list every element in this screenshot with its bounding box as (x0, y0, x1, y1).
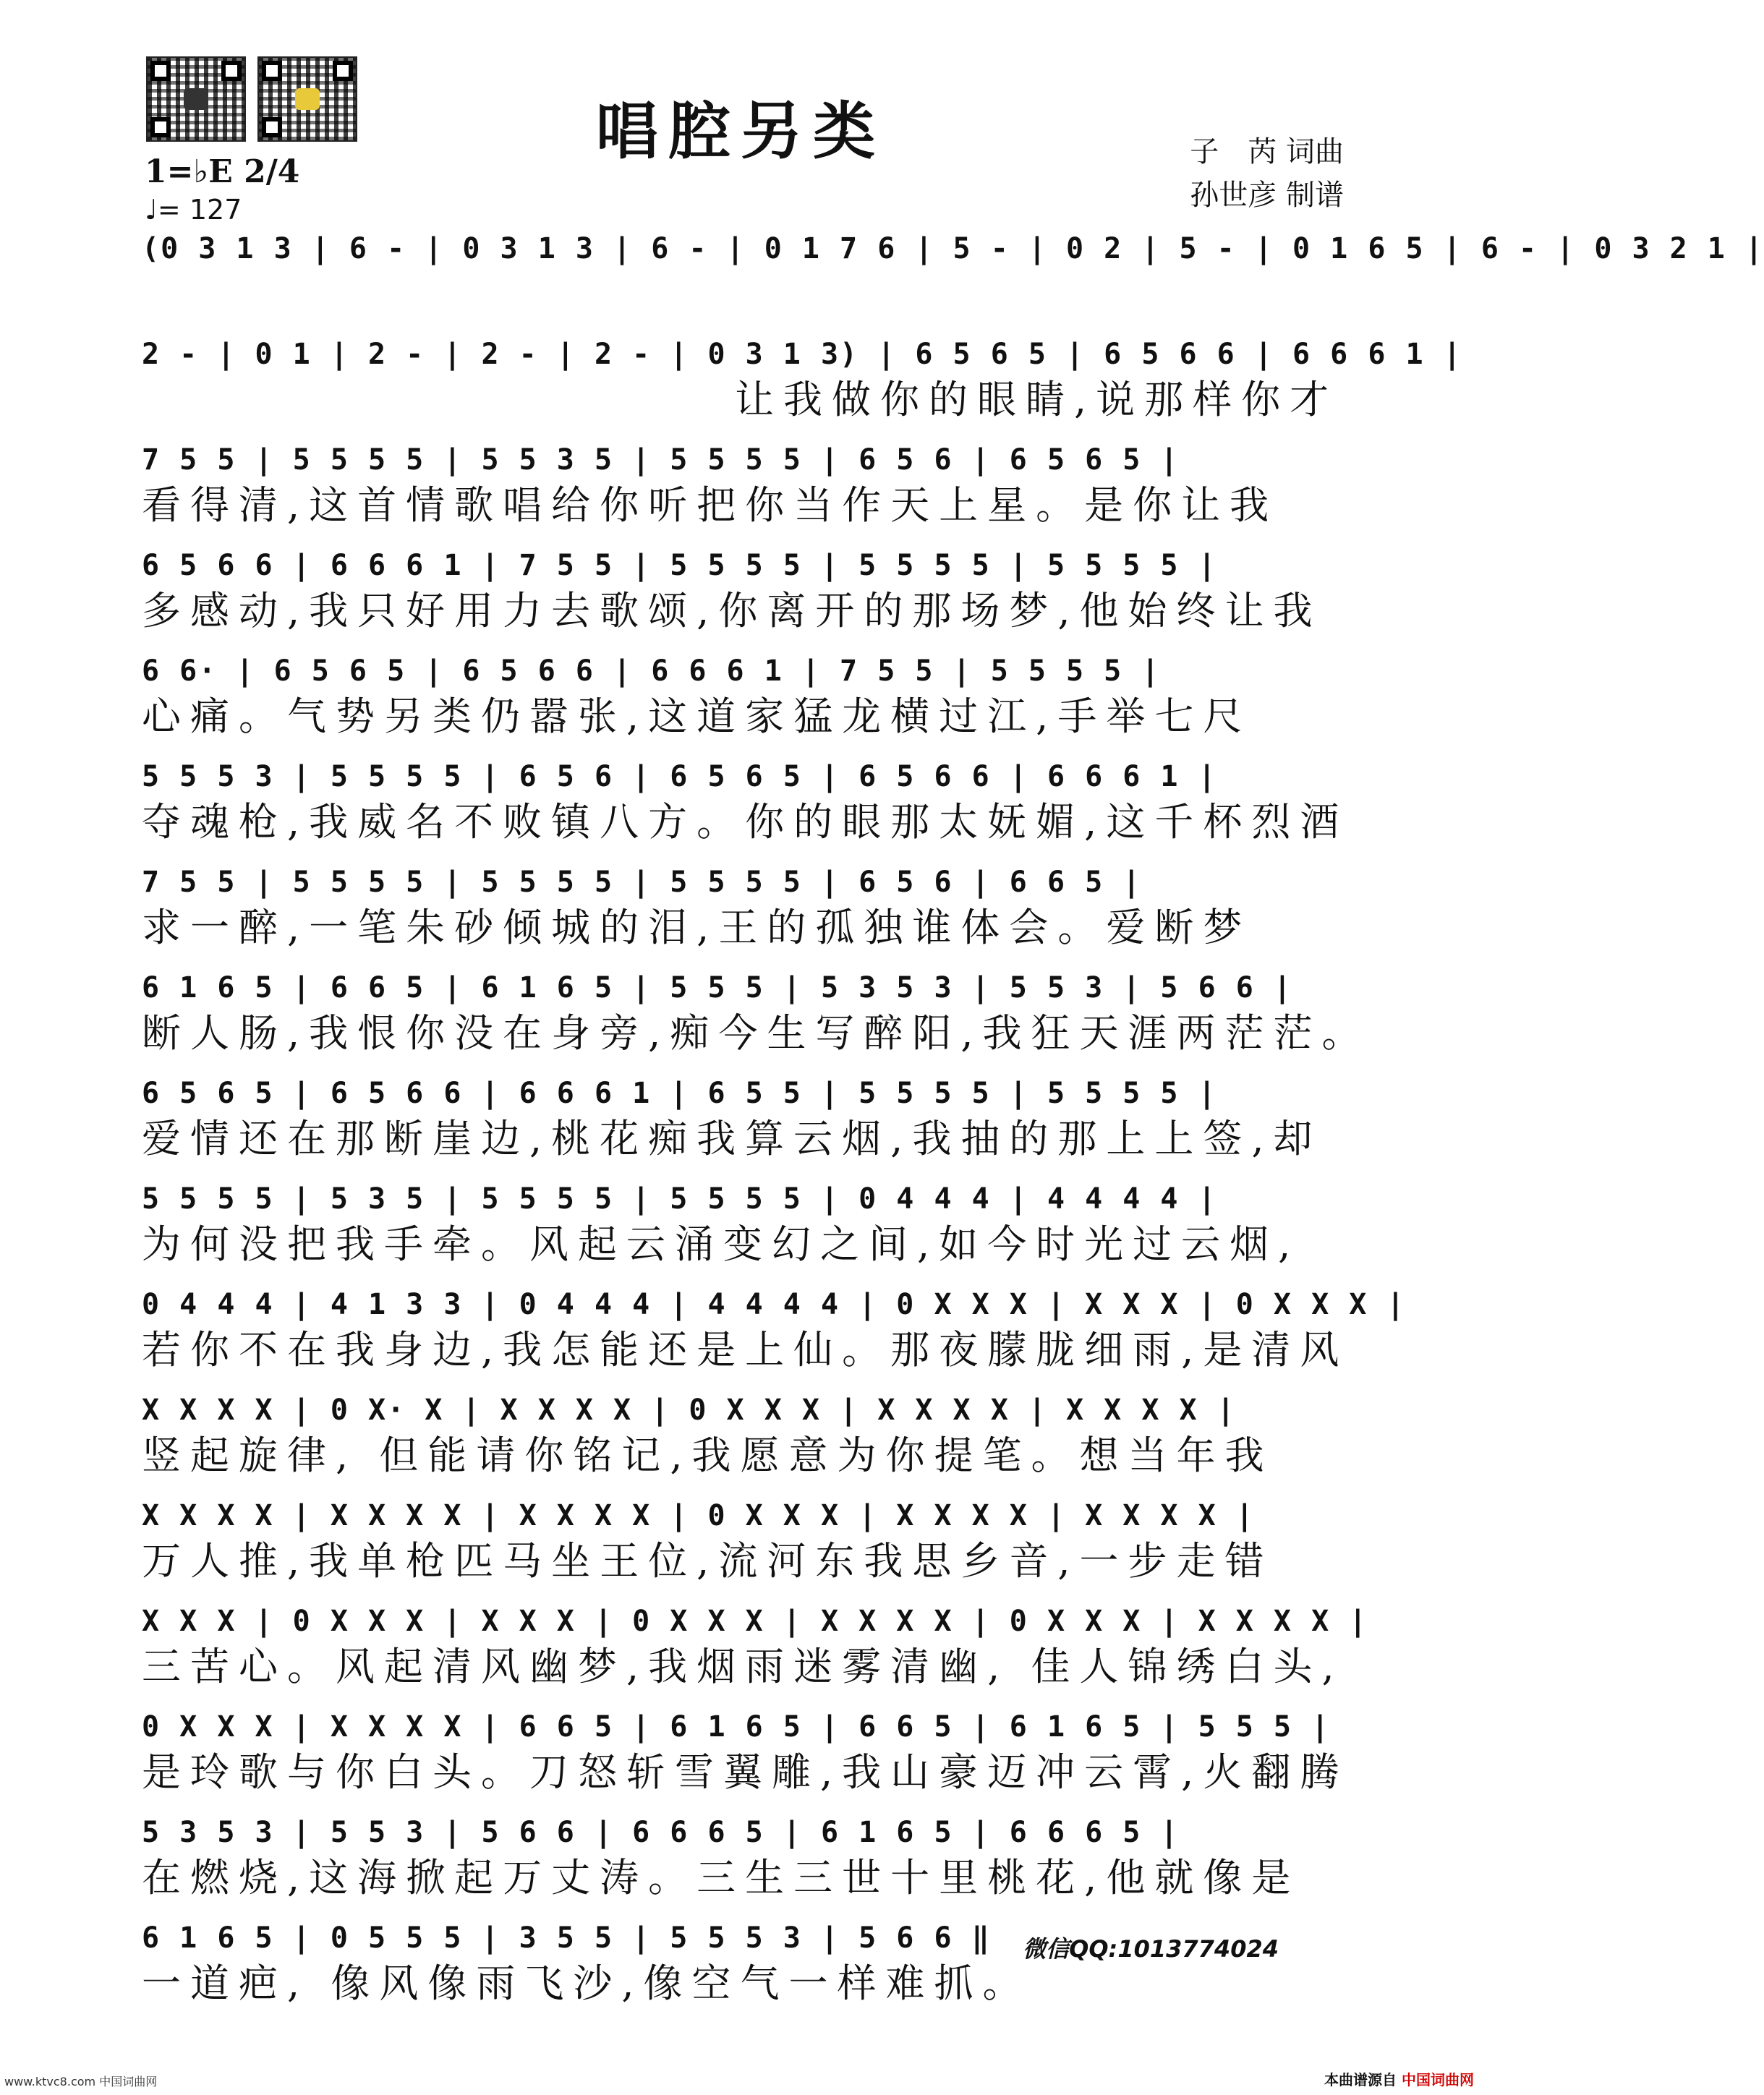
score-line (142, 229, 1764, 320)
key-signature: 1=♭E 2/4 (145, 153, 300, 190)
score-line (142, 968, 1371, 1059)
footer-source-label: 本曲谱源自 (1324, 2071, 1397, 2088)
arranger-credit: 孙世彦 制谱 (1190, 179, 1344, 212)
footer-source (1324, 2068, 1474, 2089)
notation-line: 6 1 6 5 | 0 5 5 5 | 3 5 5 | 5 5 5 3 | 5 6 6 ‖ (142, 1921, 991, 1955)
footer-site: www.ktvc8.com 中国词曲网 (4, 2075, 158, 2088)
score-line (142, 651, 1350, 742)
notation-line: 6 5 6 5 | 6 5 6 6 | 6 6 6 1 | 6 5 5 | 5 5 5 5 | 5 5 5 5 | (142, 1077, 1217, 1110)
tempo-marking: ♩= 127 (145, 194, 242, 226)
notation-line: 2 - | 0 1 | 2 - | 2 - | 2 - | 0 3 1 3) | 6 5 6 5 | 6 5 6 6 | 6 6 6 1 | (142, 338, 1462, 371)
score-line (142, 1707, 1350, 1798)
notation-line: 5 5 5 3 | 5 5 5 5 | 6 5 6 | 6 5 6 5 | 6 5 6 6 | 6 6 6 1 | (142, 760, 1217, 793)
lyric-line: 爱情还在那断崖边,桃花痴我算云烟,我抽的那上上签,却 (142, 1116, 1322, 1161)
lyric-line: 是玲歌与你白头。刀怒斩雪翼雕,我山豪迈冲云霄,火翻腾 (142, 1749, 1349, 1795)
lyric-line: 心痛。气势另类仍嚣张,这道家猛龙横过江,手举七尺 (142, 694, 1252, 739)
lyricist-credit: 子 芮 词曲 (1190, 135, 1344, 168)
notation-line: 6 5 6 6 | 6 6 6 1 | 7 5 5 | 5 5 5 5 | 5 5 5 5 | 5 5 5 5 | (142, 549, 1217, 582)
lyric-line: 在燃烧,这海掀起万丈涛。三生三世十里桃花,他就像是 (142, 1855, 1300, 1900)
song-title: 唱腔另类 (596, 95, 885, 168)
footer-source-site: 中国词曲网 (1402, 2071, 1474, 2088)
score-line (142, 1073, 1350, 1164)
score-line (142, 1284, 1406, 1375)
notation-line: (0 3 1 3 | 6 - | 0 3 1 3 | 6 - | 0 1 7 6 | 5 - | 0 2 | 5 - | 0 1 6 5 | 6 - | 0 3 2 1 | (142, 232, 1764, 265)
notation-line: X X X | 0 X X X | X X X | 0 X X X | X X X X | 0 X X X | X X X X | (142, 1605, 1368, 1638)
score-line (142, 1390, 1350, 1481)
score-line (142, 862, 1350, 953)
lyric-line: 让我做你的眼睛,说那样你才 (735, 377, 1339, 422)
lyric-line: 夺魂枪,我威名不败镇八方。你的眼那太妩媚,这千杯烈酒 (142, 799, 1349, 845)
lyric-line: 一道疤, 像风像雨飞沙,像空气一样难抓。 (142, 1960, 1031, 2006)
notation-line: 5 5 5 5 | 5 3 5 | 5 5 5 5 | 5 5 5 5 | 0 4 4 4 | 4 4 4 4 | (142, 1182, 1217, 1216)
score-line (142, 1812, 1350, 1903)
lyric-line: 看得清,这首情歌唱给你听把你当作天上星。是你让我 (142, 482, 1279, 528)
lyric-line: 若你不在我身边,我怎能还是上仙。那夜朦胧细雨,是清风 (142, 1327, 1349, 1373)
score-line (142, 334, 1462, 425)
notation-line: X X X X | 0 X· X | X X X X | 0 X X X | X X X X | X X X X | (142, 1394, 1236, 1427)
notation-line: 0 4 4 4 | 4 1 3 3 | 0 4 4 4 | 4 4 4 4 | 0 X X X | X X X | 0 X X X | (142, 1288, 1406, 1321)
lyric-line: 多感动,我只好用力去歌颂,你离开的那场梦,他始终让我 (142, 588, 1322, 633)
score-line (142, 1179, 1350, 1270)
notation-line: 6 1 6 5 | 6 6 5 | 6 1 6 5 | 5 5 5 | 5 3 5 3 | 5 5 3 | 5 6 6 | (142, 971, 1293, 1004)
lyric-line: 断人肠,我恨你没在身旁,痴今生写醉阳,我狂天涯两茫茫。 (142, 1010, 1371, 1056)
notation-line: 7 5 5 | 5 5 5 5 | 5 5 3 5 | 5 5 5 5 | 6 5 6 | 6 5 6 5 | (142, 443, 1180, 477)
notation-line: 6 6· | 6 5 6 5 | 6 5 6 6 | 6 6 6 1 | 7 5 5 | 5 5 5 5 | (142, 654, 1161, 688)
notation-line: X X X X | X X X X | X X X X | 0 X X X | X X X X | X X X X | (142, 1499, 1255, 1532)
score-line (142, 756, 1350, 848)
lyric-line: 求一醉,一笔朱砂倾城的泪,王的孤独谁体会。爱断梦 (142, 905, 1252, 950)
notation-line: 0 X X X | X X X X | 6 6 5 | 6 1 6 5 | 6 6 5 | 6 1 6 5 | 5 5 5 | (142, 1710, 1331, 1744)
notation-line: 5 3 5 3 | 5 5 3 | 5 6 6 | 6 6 6 5 | 6 1 6 5 | 6 6 6 5 | (142, 1816, 1180, 1849)
lyric-line: 为何没把我手牵。风起云涌变幻之间,如今时光过云烟, (142, 1221, 1300, 1267)
lyric-line (142, 269, 1350, 320)
lyric-line: 竖起旋律, 但能请你铭记,我愿意为你提笔。想当年我 (142, 1433, 1274, 1478)
score-line (142, 1601, 1368, 1692)
score-line (142, 545, 1350, 636)
lyric-line: 万人推,我单枪匹马坐王位,流河东我思乡音,一步走错 (142, 1538, 1274, 1584)
contact-info: 微信QQ:1013774024 (1023, 1935, 1279, 1963)
lyric-line: 三苦心。风起清风幽梦,我烟雨迷雾清幽, 佳人锦绣白头, (142, 1644, 1344, 1689)
score-line (142, 440, 1350, 531)
score-line (142, 1495, 1350, 1587)
notation-line: 7 5 5 | 5 5 5 5 | 5 5 5 5 | 5 5 5 5 | 6 5 6 | 6 6 5 | (142, 866, 1142, 899)
